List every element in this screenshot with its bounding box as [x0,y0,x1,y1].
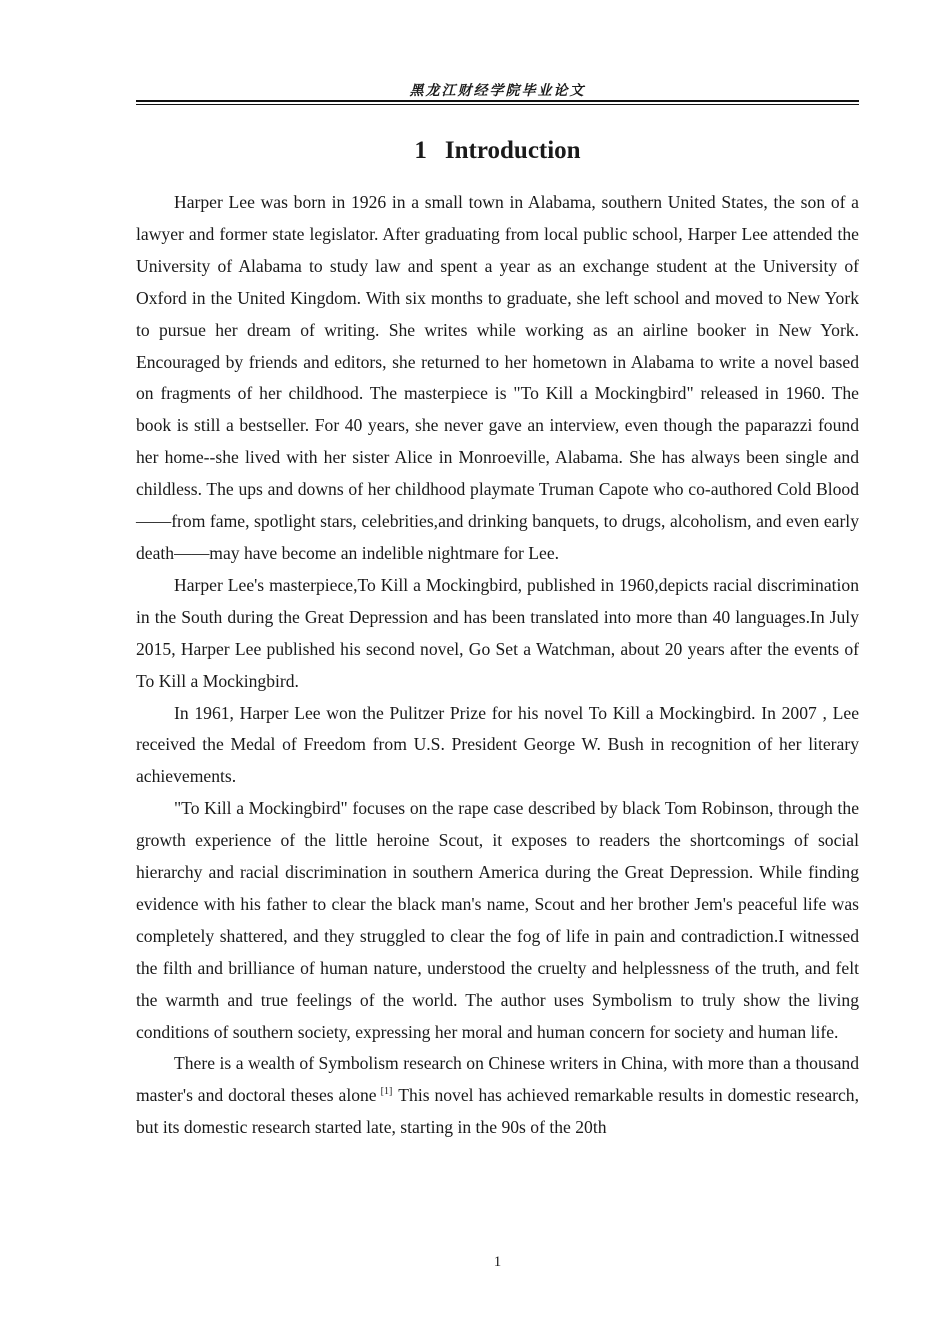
body-text [136,187,859,1144]
paragraph-5-text-after: This novel has achieved remarkable results in domestic research, but its domestic research started late, starting in the 90s of the 20th [136,1085,859,1138]
citation-ref[interactable]: [1] [380,1085,393,1097]
paragraph-3: In 1961, Harper Lee won the Pulitzer Prize for his novel To Kill a Mockingbird. In 2007 , Lee received the Medal of Freedom from U.S. President George W. Bush in recognition of her literary achievements. [136,702,859,787]
chapter-number: 1 [414,137,427,164]
paragraph-5-text-before: There is a wealth of Symbolism research on Chinese writers in China, with more than a thousand master's and doctoral theses alone [136,1053,859,1106]
paragraph-5 [136,1048,859,1144]
header-rule-thin [136,104,859,105]
paragraph-2: Harper Lee's masterpiece,To Kill a Mockingbird, published in 1960,depicts racial discrimination in the South during the Great Depression and has been translated into more than 40 languages.In July 2015, Harper Lee published his second novel, Go Set a Watchman, about 20 years after the events of To Kill a Mockingbird. [136,574,859,691]
chapter-title [136,135,859,167]
page-number: 1 [493,1254,502,1270]
running-header: 黑龙江财经学院毕业论文 [409,83,586,99]
chapter-title-text: Introduction [444,137,581,164]
paragraph-1: Harper Lee was born in 1926 in a small town in Alabama, southern United States, the son of a lawyer and former state legislator. After graduating from local public school, Harper Lee attended the University of Alabama to study law and spent a year as an exchange student at the University of Oxford in the United Kingdom. With six months to graduate, she left school and moved to New York to pursue her dream of writing. She writes while working as an airline booker in New York. Encouraged by friends and editors, she returned to her hometown in Alabama to write a novel based on fragments of her childhood. The masterpiece is "To Kill a Mockingbird" released in 1960. The book is still a bestseller. For 40 years, she never gave an interview, even though the paparazzi found her home--she lived with her sister Alice in Monroeville, Alabama. She has always been single and childless. The ups and downs of her childhood playmate Truman Capote who co-authored Cold Blood——from fame, spotlight stars, celebrities,and drinking banquets, to drugs, alcoholism, and even early death——may have become an indelible nightmare for Lee. [136,192,859,563]
paragraph-4: "To Kill a Mockingbird" focuses on the rape case described by black Tom Robinson, through the growth experience of the little heroine Scout, it exposes to readers the shortcomings of social hierarchy and racial discrimination in southern America during the Great Depression. While finding evidence with his father to clear the black man's name, Scout and her brother Jem's peaceful life was completely shattered, and they struggled to clear the fog of life in pain and contradiction.I witnessed the filth and brilliance of human nature, understood the cruelty and helplessness of the truth, and felt the warmth and true feelings of the world. The author uses Symbolism to truly show the living conditions of southern society, expressing her moral and human concern for society and human life. [136,798,859,1042]
header-rule-thick [136,100,859,102]
